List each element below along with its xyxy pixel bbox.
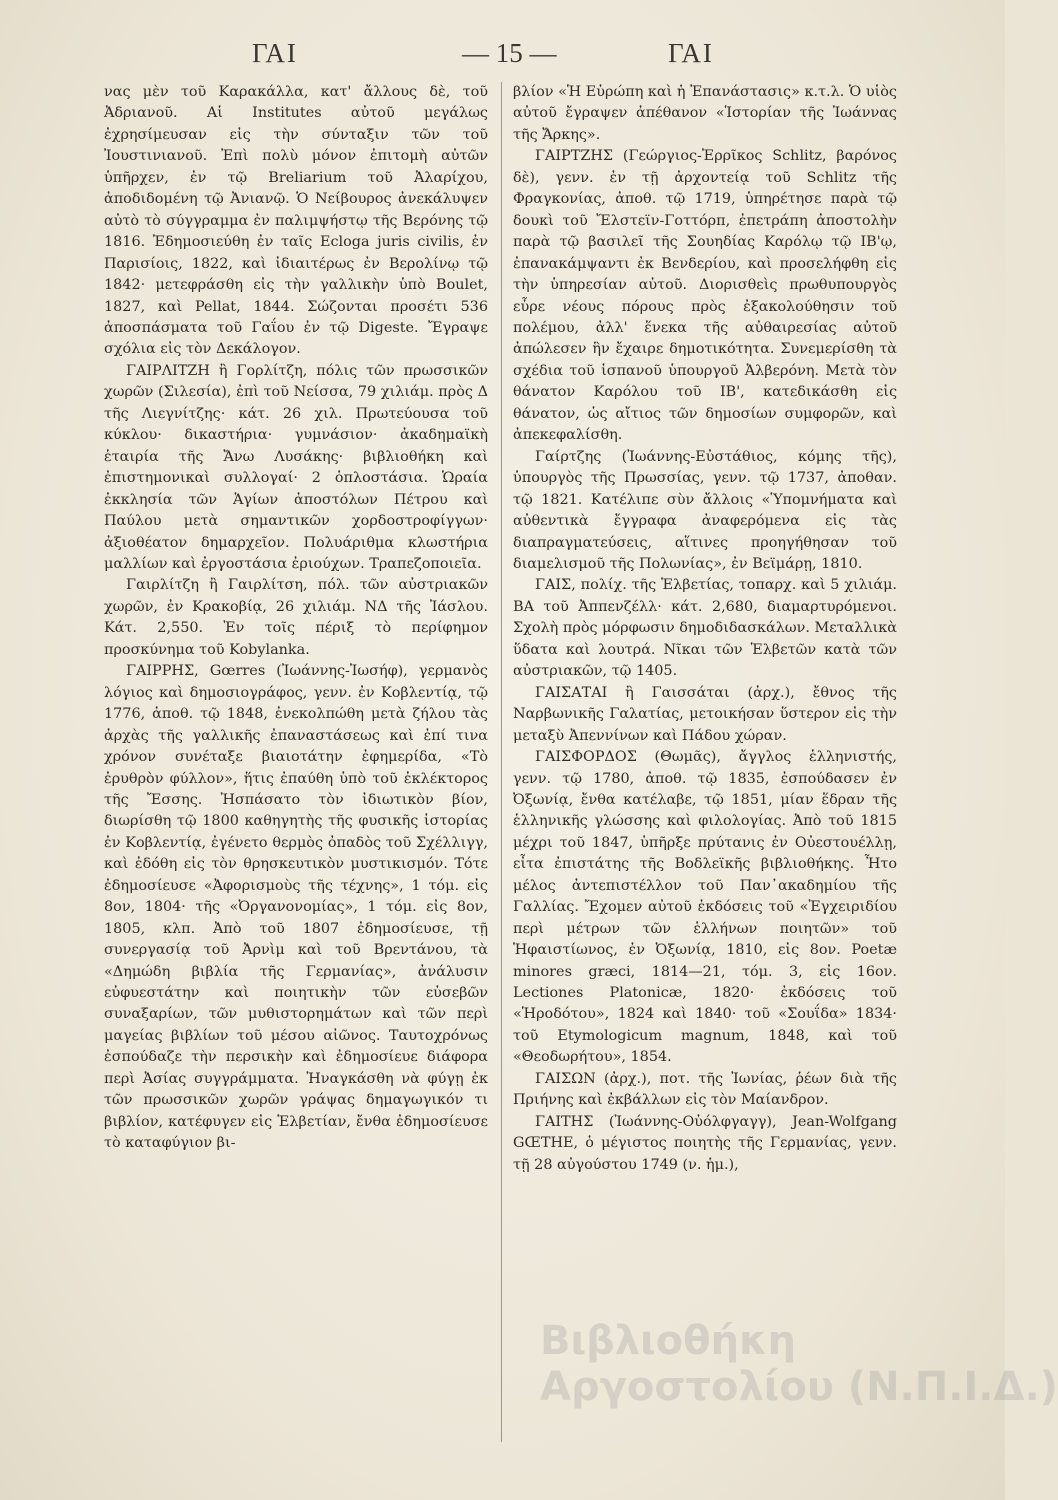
right-column xyxy=(513,82,897,1176)
entry-continuation: νας μὲν τοῦ Καρακάλλα, κατ' ἄλλους δὲ, τοῦ Ἀδριανοῦ. Αἱ Institutes αὐτοῦ μεγάλως ἐχρησίμευσαν εἰς τὴν σύνταξιν τῶν τοῦ Ἰουστινιανοῦ. Ἐπὶ πολὺ μόνον ἐπιτομὴ αὐτῶν ὑπῆρχεν, ἐν τῷ Breliarium τοῦ Ἀλαρίχου, ἀποδιδομένη τῷ Ἀνιανῷ. Ὁ Νείβουρος ἀνεκάλυψεν αὐτὸ τὸ σύγγραμμα ἐν παλιμψήστῳ τῆς Βερόνης τῷ 1816. Ἐδημοσιεύθη ἐν ταῖς Ecloga juris civilis, ἐν Παρισίοις, 1822, καὶ ἰδιαιτέρως ἐν Βερολίνῳ τῷ 1842· μετεφράσθη εἰς τὴν γαλλικὴν ὑπὸ Boulet, 1827, καὶ Pellat, 1844. Σώζονται προσέτι 536 ἀποσπάσματα τοῦ Γαΐου ἐν τῷ Digeste. Ἔγραψε σχόλια εἰς τὸν Δεκάλογον. xyxy=(104,84,488,358)
header-right-guideword: ΓΑΙ xyxy=(668,38,714,68)
entry-gairris: ΓΑΙΡΡΗΣ, Gœrres (Ἰωάννης-Ἰωσήφ), γερμανὸς λόγιος καὶ δημοσιογράφος, γενν. ἐν Κοβλεντίᾳ, τῷ 1776, ἀποθ. τῷ 1848, ἐνεκολπώθη μετὰ ζήλου τὰς ἀρχὰς τῆς γαλλικῆς ἐπαναστάσεως καὶ ἐπί τινα χρόνον συνέταξε βιαιοτάτην ἐφημερίδα, «Τὸ ἐρυθρὸν φύλλον», ἥτις ἐπαύθη ὑπὸ τοῦ ἐκλέκτορος τῆς Ἔσσης. Ἠσπάσατο τὸν ἰδιωτικὸν βίον, διωρίσθη τῷ 1800 καθηγητὴς τῆς φυσικῆς ἱστορίας ἐν Κοβλεντίᾳ, ἐγένετο θερμὸς ὀπαδὸς τοῦ Σχέλλιγγ, καὶ ἐδόθη εἰς τὸν θρησκευτικὸν μυστικισμόν. Τότε ἐδημοσίευσε «Ἀφορισμοὺς τῆς τέχνης», 1 τόμ. εἰς 8ον, 1804· τῆς «Ὀργανονομίας», 1 τόμ. εἰς 8ον, 1805, κλπ. Ἀπὸ τοῦ 1807 ἐδημοσίευσε, τῇ συνεργασίᾳ τοῦ Ἀρνὶμ καὶ τοῦ Βρεντάνου, τὰ «Δημώδη βιβλία τῆς Γερμανίας», ἀνάλυσιν εὐφυεστάτην καὶ ποιητικὴν τῶν εὐσεβῶν συναξαρίων, τῶν μυθιστορημάτων καὶ τῶν περὶ μαγείας βιβλίων τοῦ μέσου αἰῶνος. Ταυτοχρόνως ἐσπούδαζε τὴν περσικὴν καὶ ἐδημοσίευε διάφορα περὶ Ἀσίας συγγράμματα. Ἠναγκάσθη νὰ φύγῃ ἐκ τῶν πρωσσικῶν χωρῶν γράψας δημαγωγικόν τι βιβλίον, κατέφυγεν εἰς Ἑλβετίαν, ἔνθα ἐδημοσίευσε τὸ καταφύγιον βι- xyxy=(104,663,488,1152)
page-header xyxy=(0,38,1005,78)
entry-gaisfordos: ΓΑΙΣΦΟΡΔΟΣ (Θωμᾶς), ἄγγλος ἑλληνιστής, γενν. τῷ 1780, ἀποθ. τῷ 1835, ἐσπούδασεν ἐν Ὀξωνίᾳ, ἔνθα κατέλαβε, τῷ 1851, μίαν ἕδραν τῆς ἑλληνικῆς γλώσσης καὶ φιλολογίας. Ἀπὸ τοῦ 1815 μέχρι τοῦ 1847, ὑπῆρξε πρύτανις ἐν Οὐεστουέλλῃ, εἶτα ἐπιστάτης τῆς Βοδλεϊκῆς βιβλιοθήκης. Ἦτο μέλος ἀντεπιστέλλον τοῦ Παν᾿ακαδημίου τῆς Γαλλίας. Ἔχομεν αὐτοῦ ἐκδόσεις τοῦ «Ἐγχειριδίου περὶ μέτρων τῶν ἑλλήνων ποιητῶν» τοῦ Ἡφαιστίωνος, ἐν Ὀξωνίᾳ, 1810, εἰς 8ον. Poetæ minores græci, 1814—21, τόμ. 3, εἰς 16ον. Lectiones Platonicæ, 1820· ἐκδόσεις τοῦ «Ἡροδότου», 1824 καὶ 1840· τοῦ «Σουΐδα» 1834· τοῦ Etymologicum magnum, 1848, καὶ τοῦ «Θεοδωρήτου», 1854. xyxy=(513,749,897,1066)
library-watermark xyxy=(540,1318,1058,1410)
left-column xyxy=(104,82,488,1155)
entry-gaitis: ΓΑΙΤΗΣ (Ἰωάννης-Οὐόλφγαγγ), Jean-Wolfgang GŒTHE, ὁ μέγιστος ποιητὴς τῆς Γερμανίας, γενν. τῇ 28 αὐγούστου 1749 (ν. ἡμ.), xyxy=(513,1113,897,1173)
entry-gairtzis: ΓΑΙΡΤΖΗΣ (Γεώργιος-Ἐρρῖκος Schlitz, βαρόνος δὲ), γενν. ἐν τῇ ἀρχοντείᾳ τοῦ Schlitz τῆς Φραγκονίας, ἀποθ. τῷ 1719, ὑπηρέτησε παρὰ τῷ δουκὶ τοῦ Ἔλστεϊν-Γοττόρπ, ἐπετράπη ἀποστολὴν παρὰ τῷ βασιλεῖ τῆς Σουηδίας Καρόλῳ τῷ ΙΒ'ῳ, ἐπανακάμψαντι ἐκ Βενδερίου, καὶ προσελήφθη εἰς τὴν ὑπηρεσίαν αὐτοῦ. Διορισθεὶς πρωθυπουργὸς εὗρε νέους πόρους πρὸς ἐξακολούθησιν τοῦ πολέμου, ἀλλ' ἕνεκα τῆς αὐθαιρεσίας αὐτοῦ ἀπώλεσεν ἣν ἔχαιρε δημοτικότητα. Συνεμερίσθη τὰ σχέδια τοῦ ἱσπανοῦ ὑπουργοῦ Ἀλβερόνη. Μετὰ τὸν θάνατον Καρόλου τοῦ ΙΒ', κατεδικάσθη εἰς θάνατον, ὡς αἴτιος τῶν δημοσίων συμφορῶν, καὶ ἀπεκεφαλίσθη. xyxy=(513,148,897,444)
column-divider xyxy=(501,82,502,1442)
entry-gairtzis-count: Γαίρτζης (Ἰωάννης-Εὐστάθιος, κόμης τῆς), ὑπουργὸς τῆς Πρωσσίας, γενν. τῷ 1737, ἀποθαν. τῷ 1821. Κατέλιπε σὺν ἄλλοις «Ὑπομνήματα καὶ αὐθεντικὰ ἔγγραφα ἀναφερόμενα εἰς τὰς διαπραγματεύσεις, αἵτινες προηγήθησαν τοῦ διαμελισμοῦ τῆς Πολωνίας», ἐν Βεϊμάρῃ, 1810. xyxy=(513,448,897,572)
entry-gais: ΓΑΙΣ, πολίχ. τῆς Ἑλβετίας, τοπαρχ. καὶ 5 χιλιάμ. ΒΑ τοῦ Ἀππενζέλλ· κάτ. 2,680, διαμαρτυρόμενοι. Σχολὴ πρὸς μόρφωσιν δημοδιδασκάλων. Μεταλλικὰ ὕδατα καὶ λουτρά. Νῖκαι τῶν Ἑλβετῶν κατὰ τῶν αὐστριακῶν, τῷ 1405. xyxy=(513,577,897,680)
entry-gaison: ΓΑΙΣΩΝ (ἀρχ.), ποτ. τῆς Ἰωνίας, ῥέων διὰ τῆς Πριήνης καὶ ἐκβάλλων εἰς τὸν Μαίανδρον. xyxy=(513,1070,897,1109)
entry-continuation-right: βλίον «Ἡ Εὐρώπη καὶ ἡ Ἐπανάστασις» κ.τ.λ. Ὁ υἱὸς αὐτοῦ ἔγραψεν ἀπέθανον «Ἱστορίαν τῆς Ἰωάννας τῆς Ἄρκης». xyxy=(513,84,897,143)
watermark-line-2: Αργοστολίου (Ν.Π.Ι.Δ.) xyxy=(540,1364,1058,1410)
header-left-guideword: ΓΑΙ xyxy=(252,38,298,68)
watermark-line-1: Βιβλιοθήκη xyxy=(540,1318,796,1364)
page-number: — 15 — xyxy=(462,38,557,68)
entry-gairlitzi-austria: Γαιρλίτζη ἢ Γαιρλίτση, πόλ. τῶν αὐστριακῶν χωρῶν, ἐν Κρακοβίᾳ, 26 χιλιάμ. ΝΔ τῆς Ἰάσλου. Κάτ. 2,550. Ἐν τοῖς πέριξ τὸ περίφημον προσκύνημα τοῦ Kobylanka. xyxy=(104,577,488,658)
entry-gaisatai: ΓΑΙΣΑΤΑΙ ἢ Γαισσάται (ἀρχ.), ἔθνος τῆς Ναρβωνικῆς Γαλατίας, μετοικήσαν ὕστερον εἰς τὴν μεταξὺ Ἀπεννίνων καὶ Πάδου χώραν. xyxy=(513,684,897,744)
entry-gairlitzi: ΓΑΙΡΛΙΤΖΗ ἢ Γορλίτζη, πόλις τῶν πρωσσικῶν χωρῶν (Σιλεσία), ἐπὶ τοῦ Νείσσα, 79 χιλιάμ. πρὸς Δ τῆς Λιεγνίτζης· κάτ. 26 χιλ. Πρωτεύουσα τοῦ κύκλου· δικαστήρια· γυμνάσιον· ἀκαδημαϊκὴ ἑταιρία τῆς Ἄνω Λυσάκης· βιβλιοθήκη καὶ ἐπιστημονικαὶ συλλογαί· 2 ὁπλοστάσια. Ὡραία ἐκκλησία τῶν Ἁγίων ἀποστόλων Πέτρου καὶ Παύλου μετὰ σημαντικῶν χορδοστροφίγγων· ἀξιοθέατον δημαρχεῖον. Πολυάριθμα κλωστήρια μαλλίων καὶ ἐργοστάσια ἐριούχων. Τραπεζοποιεῖα. xyxy=(104,362,488,572)
